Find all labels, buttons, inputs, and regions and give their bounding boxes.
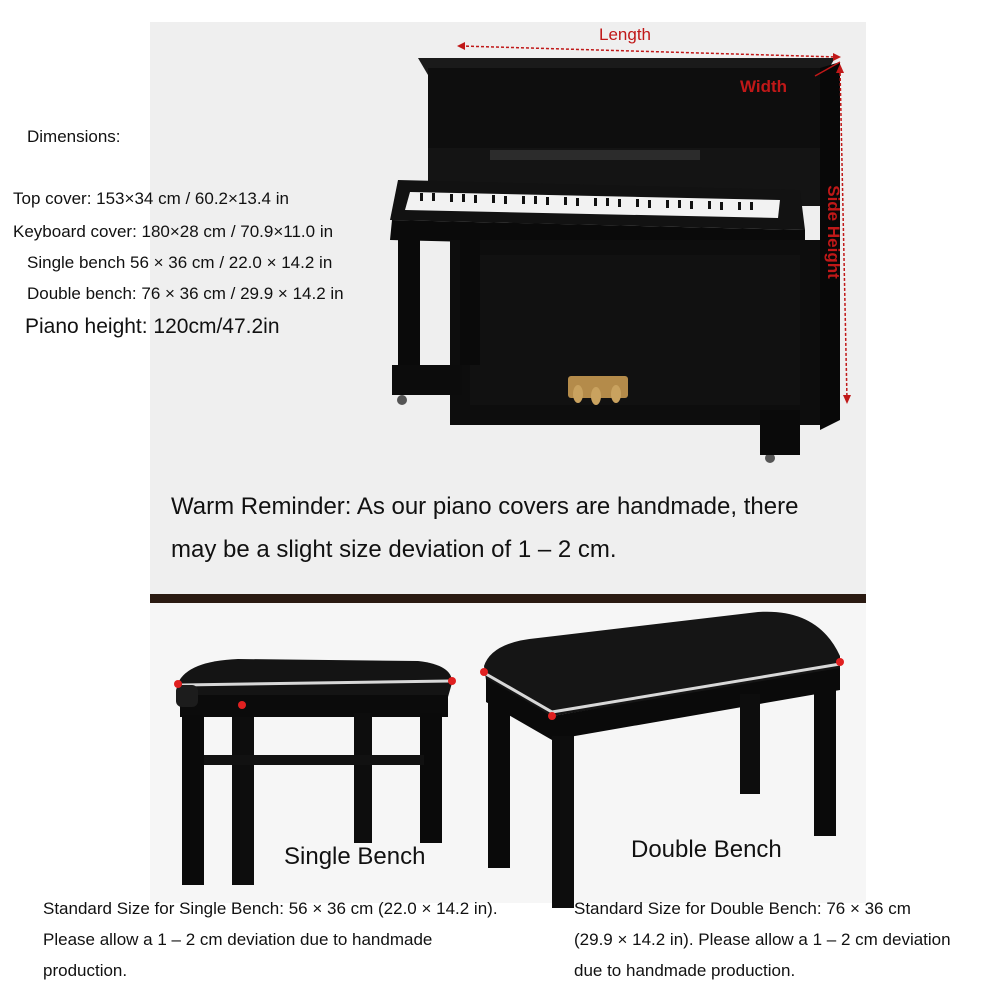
reminder-line-1: Warm Reminder: As our piano covers are handmade, there xyxy=(171,493,799,520)
section-divider xyxy=(150,594,866,603)
dimensions-title: Dimensions: xyxy=(27,127,121,146)
keyboard-cover-dimension: Keyboard cover: 180×28 cm / 70.9×11.0 in xyxy=(13,222,334,241)
single-bench-title: Single Bench xyxy=(284,843,426,870)
double-bench-title: Double Bench xyxy=(631,836,782,863)
single-bench-dimension: Single bench 56 × 36 cm / 22.0 × 14.2 in xyxy=(27,253,333,272)
double-bench-standard-size: Standard Size for Double Bench: 76 × 36 cm (29.9 × 14.2 in). Please allow a 1 – 2 cm deviation due to handmade production. xyxy=(574,899,951,980)
double-bench-dimension: Double bench: 76 × 36 cm / 29.9 × 14.2 in xyxy=(27,284,344,303)
length-label: Length xyxy=(599,25,651,44)
width-label: Width xyxy=(740,77,788,96)
single-bench-standard-size: Standard Size for Single Bench: 56 × 36 cm (22.0 × 14.2 in). Please allow a 1 – 2 cm deviation due to handmade production. xyxy=(43,899,498,980)
top-cover-dimension: Top cover: 153×34 cm / 60.2×13.4 in xyxy=(13,189,289,208)
side-height-label: Side Height xyxy=(824,185,843,279)
reminder-line-2: may be a slight size deviation of 1 – 2 cm. xyxy=(171,536,617,563)
piano-height-dimension: Piano height: 120cm/47.2in xyxy=(25,315,280,338)
dimension-lines xyxy=(455,40,855,410)
